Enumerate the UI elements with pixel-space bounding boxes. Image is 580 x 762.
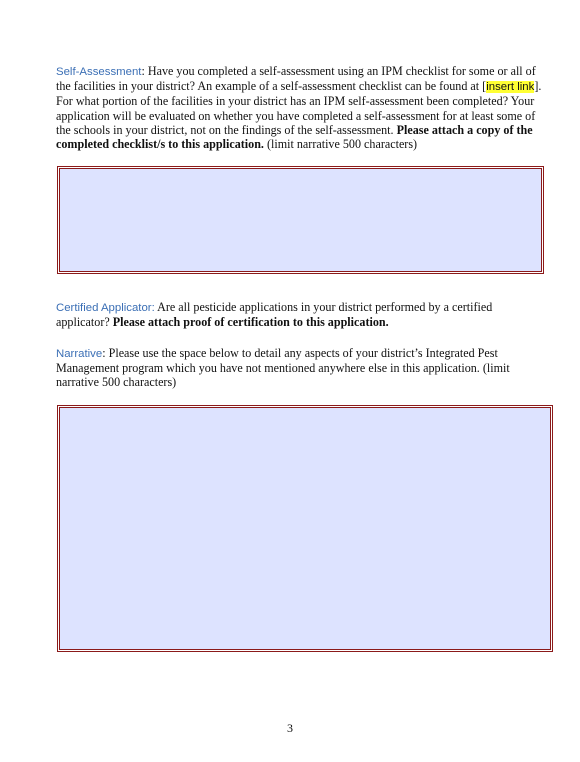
self-assessment-limit: (limit narrative 500 characters) <box>263 137 418 152</box>
self-assessment-text-field[interactable] <box>57 166 544 274</box>
narrative-heading: Narrative <box>56 348 103 360</box>
self-assessment-text-1: : Have you completed a self-assessment using an IPM checklist for some or all of the facilities in your district? An example of a self-assessment checklist can be found at [ <box>56 64 536 94</box>
certified-applicator-text: Are all pesticide applications in your district performed by a certified applicator? <box>56 300 493 330</box>
self-assessment-bold-instruction: Please attach a copy of the completed checklist/s to this application. <box>56 122 533 152</box>
narrative-text: : Please use the space below to detail any aspects of your district’s Integrated Pest Management program which you have not mentioned anywhere else in this application. (limit narrative 500 characters) <box>56 346 510 390</box>
self-assessment-paragraph <box>56 64 544 151</box>
certified-applicator-paragraph <box>56 300 544 329</box>
certified-applicator-heading: Certified Applicator: <box>56 302 155 314</box>
self-assessment-heading: Self-Assessment <box>56 66 142 78</box>
page-number: 3 <box>287 721 293 735</box>
insert-link-placeholder[interactable]: insert link <box>486 81 535 94</box>
narrative-paragraph <box>56 346 544 390</box>
self-assessment-text-2: ]. For what portion of the facilities in your district has an IPM self-assessment been completed? Your application will be evaluated on whether you have completed a self-assessment for at least some of the schools in your district, not on the findings of the self-assessment. <box>56 79 542 137</box>
narrative-text-field[interactable] <box>57 405 553 652</box>
certified-applicator-bold-instruction: Please attach proof of certification to this application. <box>112 315 389 330</box>
